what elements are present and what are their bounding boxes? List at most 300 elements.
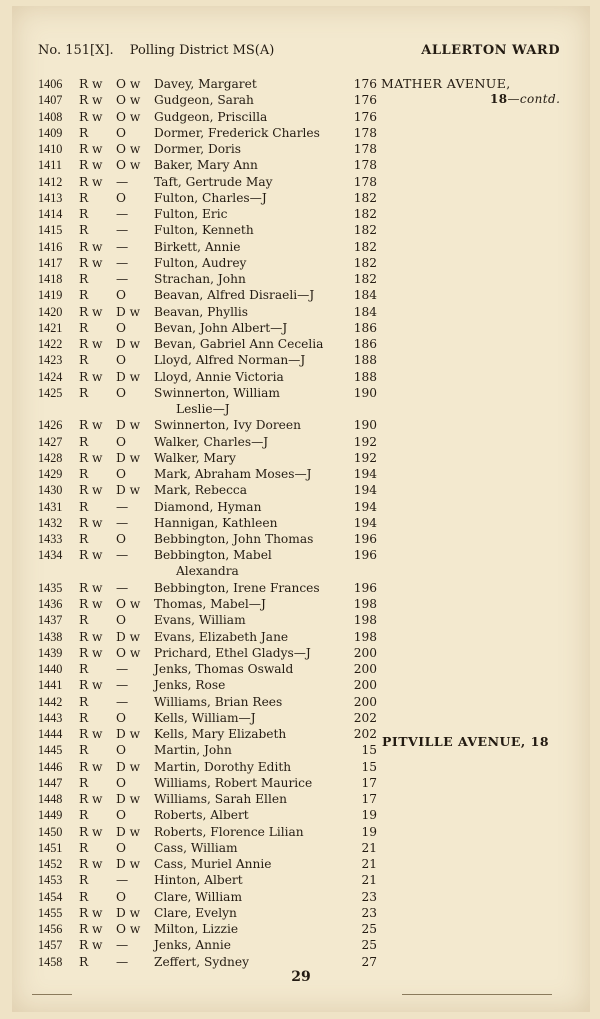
elector-number: 1429 — [38, 467, 63, 481]
house-number: 198 — [353, 597, 377, 611]
residence-qualification: R w — [79, 369, 103, 384]
elector-number: 1436 — [38, 597, 63, 611]
occupation-qualification: — — [116, 954, 129, 969]
elector-number: 1446 — [38, 759, 63, 774]
occupation-qualification: D w — [116, 905, 141, 920]
elector-row — [12, 645, 590, 661]
elector-name — [154, 759, 354, 775]
elector-name-line: Hannigan, Kathleen — [154, 515, 278, 530]
elector-row — [12, 255, 590, 271]
elector-name-line: Prichard, Ethel Gladys—J — [154, 645, 311, 660]
occupation-qualification: O — [116, 710, 126, 725]
residence-qualification: R — [79, 775, 89, 790]
elector-name-line: Cass, Muriel Annie — [154, 857, 272, 871]
elector-name — [154, 482, 354, 498]
elector-number: 1415 — [38, 223, 63, 238]
polling-district: Polling District MS(A) — [129, 43, 275, 58]
elector-name — [154, 385, 354, 417]
elector-name-line: Taft, Gertrude May — [154, 174, 273, 189]
occupation-qualification: O — [116, 320, 126, 335]
residence-qualification: R — [79, 743, 89, 758]
elector-name-line: Strachan, John — [154, 272, 246, 286]
residence-qualification: R — [79, 532, 89, 546]
elector-number: 1419 — [38, 288, 63, 303]
elector-row — [12, 824, 590, 840]
residence-qualification: R — [79, 889, 89, 904]
occupation-qualification: O — [116, 434, 126, 449]
elector-name-line: Cass, William — [154, 840, 238, 855]
elector-name-line: Kells, Mary Elizabeth — [154, 727, 287, 741]
occupation-qualification: D w — [116, 727, 141, 741]
street-continued-label: —contd. — [507, 92, 561, 106]
elector-name — [154, 157, 354, 173]
elector-number: 1438 — [38, 629, 63, 644]
elector-name-line: Dormer, Doris — [154, 142, 242, 156]
occupation-qualification: — — [116, 580, 129, 595]
house-number: 186 — [353, 337, 377, 351]
elector-name — [154, 954, 354, 970]
elector-row — [12, 369, 590, 385]
elector-name — [154, 466, 354, 482]
elector-number: 1427 — [38, 434, 63, 449]
elector-name-line: Bebbington, Irene Frances — [154, 580, 320, 595]
occupation-qualification: O — [116, 190, 126, 205]
elector-name-line: Clare, Evelyn — [154, 905, 237, 920]
elector-row — [12, 271, 590, 287]
elector-row — [12, 352, 590, 368]
house-number: 192 — [353, 450, 377, 465]
residence-qualification: R — [79, 223, 89, 238]
elector-name — [154, 645, 354, 661]
house-number: 176 — [353, 77, 377, 91]
elector-row — [12, 726, 590, 742]
elector-name — [154, 547, 354, 579]
elector-name — [154, 369, 354, 385]
occupation-qualification: — — [116, 678, 129, 693]
elector-name — [154, 125, 354, 141]
elector-name — [154, 222, 354, 238]
elector-number: 1445 — [38, 743, 63, 758]
occupation-qualification: D w — [116, 450, 141, 465]
elector-number: 1416 — [38, 239, 63, 254]
elector-name — [154, 791, 354, 807]
elector-name — [154, 661, 354, 677]
elector-number: 1426 — [38, 418, 63, 433]
occupation-qualification: O w — [116, 142, 141, 156]
house-number: 176 — [353, 93, 377, 108]
elector-row — [12, 661, 590, 677]
residence-qualification: R w — [79, 255, 103, 270]
elector-name — [154, 352, 354, 368]
occupation-qualification: O — [116, 743, 126, 758]
elector-number: 1418 — [38, 272, 63, 286]
elector-name — [154, 937, 354, 953]
elector-name — [154, 629, 354, 645]
elector-row — [12, 174, 590, 190]
elector-name-line: Williams, Sarah Ellen — [154, 792, 287, 806]
elector-row — [12, 385, 590, 418]
occupation-qualification: O — [116, 889, 126, 904]
residence-qualification: R — [79, 288, 89, 303]
elector-number: 1424 — [38, 369, 63, 384]
elector-row — [12, 905, 590, 921]
occupation-qualification: O w — [116, 158, 141, 173]
elector-name — [154, 76, 354, 92]
elector-name-line: Bebbington, John Thomas — [154, 532, 314, 546]
occupation-qualification: D w — [116, 337, 141, 351]
residence-qualification: R w — [79, 93, 103, 108]
house-number: 200 — [353, 662, 377, 676]
elector-name-line: Walker, Mary — [154, 450, 236, 465]
elector-name — [154, 190, 354, 206]
house-number: 184 — [353, 288, 377, 303]
house-number: 178 — [353, 174, 377, 189]
elector-name — [154, 304, 354, 320]
register-number: No. 151[X]. — [38, 43, 114, 58]
elector-row — [12, 466, 590, 482]
elector-name — [154, 336, 354, 352]
elector-number: 1410 — [38, 142, 63, 156]
elector-name-line: Gudgeon, Priscilla — [154, 109, 268, 124]
occupation-qualification: — — [116, 499, 129, 514]
residence-qualification: R w — [79, 450, 103, 465]
occupation-qualification: D w — [116, 418, 141, 433]
elector-number: 1408 — [38, 109, 63, 124]
elector-name — [154, 694, 354, 710]
elector-row — [12, 76, 590, 92]
elector-number: 1456 — [38, 922, 63, 936]
elector-name — [154, 612, 354, 628]
elector-list — [12, 76, 590, 970]
elector-number: 1435 — [38, 580, 63, 595]
elector-name-line: Walker, Charles—J — [154, 434, 269, 449]
residence-qualification: R w — [79, 792, 103, 806]
elector-name — [154, 531, 354, 547]
occupation-qualification: D w — [116, 857, 141, 871]
elector-row — [12, 710, 590, 726]
house-number: 182 — [353, 239, 377, 254]
house-number: 196 — [353, 548, 377, 563]
elector-name-line: Gudgeon, Sarah — [154, 93, 254, 108]
residence-qualification: R — [79, 125, 89, 140]
elector-number: 1457 — [38, 938, 63, 953]
elector-row — [12, 125, 590, 141]
elector-row — [12, 287, 590, 303]
elector-name-line: Jenks, Rose — [154, 678, 226, 693]
occupation-qualification: D w — [116, 824, 141, 839]
residence-qualification: R w — [79, 515, 103, 530]
header-left — [38, 43, 274, 58]
elector-number: 1414 — [38, 207, 63, 221]
residence-qualification: R — [79, 710, 89, 725]
residence-qualification: R w — [79, 304, 103, 319]
occupation-qualification: O — [116, 613, 126, 628]
elector-row — [12, 677, 590, 693]
elector-name-line: Fulton, Eric — [154, 207, 228, 221]
elector-row — [12, 531, 590, 547]
elector-row — [12, 320, 590, 336]
house-number: 186 — [353, 320, 377, 335]
elector-name — [154, 905, 354, 921]
elector-name-line: Fulton, Kenneth — [154, 223, 254, 238]
elector-name — [154, 287, 354, 303]
elector-name — [154, 840, 354, 856]
elector-number: 1437 — [38, 613, 63, 628]
elector-name-line: Evans, Elizabeth Jane — [154, 629, 289, 644]
residence-qualification: R — [79, 434, 89, 449]
residence-qualification: R w — [79, 174, 103, 189]
elector-name-line: Beavan, Phyllis — [154, 304, 249, 319]
ward-name: ALLERTON WARD — [421, 43, 560, 58]
elector-number: 1454 — [38, 889, 63, 904]
elector-row — [12, 434, 590, 450]
elector-name — [154, 499, 354, 515]
elector-name — [154, 677, 354, 693]
occupation-qualification: O — [116, 840, 126, 855]
elector-number: 1444 — [38, 727, 63, 741]
elector-number: 1441 — [38, 678, 63, 693]
house-number: 188 — [353, 369, 377, 384]
elector-name-line: Kells, William—J — [154, 710, 256, 725]
elector-name-line: Baker, Mary Ann — [154, 158, 258, 173]
occupation-qualification: O w — [116, 597, 141, 611]
occupation-qualification: — — [116, 207, 129, 221]
house-number: 184 — [353, 304, 377, 319]
elector-name — [154, 775, 354, 791]
residence-qualification: R w — [79, 824, 103, 839]
elector-name — [154, 742, 354, 758]
house-number: 21 — [361, 873, 377, 888]
elector-number: 1447 — [38, 775, 63, 790]
residence-qualification: R w — [79, 483, 103, 498]
house-number: 190 — [353, 385, 377, 400]
elector-row — [12, 304, 590, 320]
elector-name-line: Milton, Lizzie — [154, 922, 239, 936]
residence-qualification: R w — [79, 109, 103, 124]
elector-row — [12, 775, 590, 791]
page-header — [38, 43, 560, 61]
elector-row — [12, 515, 590, 531]
occupation-qualification: — — [116, 223, 129, 238]
occupation-qualification: D w — [116, 304, 141, 319]
residence-qualification: R — [79, 190, 89, 205]
elector-name — [154, 434, 354, 450]
residence-qualification: R — [79, 808, 89, 823]
occupation-qualification: — — [116, 174, 129, 189]
elector-number: 1432 — [38, 515, 63, 530]
occupation-qualification: — — [116, 239, 129, 254]
house-number: 202 — [353, 727, 377, 741]
occupation-qualification: D w — [116, 369, 141, 384]
elector-name — [154, 807, 354, 823]
elector-name — [154, 271, 354, 287]
elector-name-line: Fulton, Audrey — [154, 255, 247, 270]
elector-row — [12, 759, 590, 775]
house-number: 182 — [353, 190, 377, 205]
elector-row — [12, 872, 590, 888]
elector-name — [154, 320, 354, 336]
residence-qualification: R — [79, 207, 89, 221]
elector-name — [154, 596, 354, 612]
elector-name — [154, 872, 354, 888]
elector-row — [12, 612, 590, 628]
elector-name-continuation: Alexandra — [176, 564, 239, 579]
elector-row — [12, 109, 590, 125]
elector-number: 1452 — [38, 857, 63, 871]
residence-qualification: R — [79, 385, 89, 400]
residence-qualification: R — [79, 499, 89, 514]
residence-qualification: R w — [79, 727, 103, 741]
residence-qualification: R w — [79, 938, 103, 953]
elector-name — [154, 710, 354, 726]
occupation-qualification: — — [116, 548, 129, 563]
elector-row — [12, 222, 590, 238]
residence-qualification: R — [79, 873, 89, 888]
elector-name-line: Fulton, Charles—J — [154, 190, 267, 205]
residence-qualification: R w — [79, 905, 103, 920]
elector-row — [12, 239, 590, 255]
elector-name-line: Mark, Rebecca — [154, 483, 248, 498]
elector-name — [154, 174, 354, 190]
elector-name — [154, 206, 354, 222]
residence-qualification: R — [79, 272, 89, 286]
elector-number: 1458 — [38, 954, 63, 969]
occupation-qualification: O w — [116, 93, 141, 108]
elector-name-line: Bebbington, Mabel — [154, 548, 272, 563]
elector-number: 1409 — [38, 125, 63, 140]
elector-number: 1449 — [38, 808, 63, 823]
elector-name — [154, 239, 354, 255]
elector-row — [12, 450, 590, 466]
occupation-qualification: O w — [116, 922, 141, 936]
elector-row — [12, 889, 590, 905]
residence-qualification: R w — [79, 645, 103, 660]
elector-name-line: Bevan, John Albert—J — [154, 320, 288, 335]
house-number: 194 — [353, 515, 377, 530]
house-number: 23 — [361, 905, 377, 920]
elector-number: 1423 — [38, 353, 63, 368]
elector-number: 1407 — [38, 93, 63, 108]
elector-row — [12, 856, 590, 872]
elector-name-line: Beavan, Alfred Disraeli—J — [154, 288, 315, 303]
elector-number: 1433 — [38, 532, 63, 546]
residence-qualification: R w — [79, 239, 103, 254]
house-number: 202 — [353, 710, 377, 725]
elector-number: 1413 — [38, 190, 63, 205]
house-number: 194 — [353, 467, 377, 481]
elector-row — [12, 921, 590, 937]
house-number: 192 — [353, 434, 377, 449]
elector-number: 1428 — [38, 450, 63, 465]
occupation-qualification: O — [116, 353, 126, 368]
elector-row — [12, 742, 590, 758]
street-heading: MATHER AVENUE, — [381, 76, 511, 91]
elector-name-line: Martin, Dorothy Edith — [154, 759, 292, 774]
elector-name — [154, 824, 354, 840]
elector-name-line: Lloyd, Annie Victoria — [154, 369, 284, 384]
house-number: 182 — [353, 255, 377, 270]
elector-row — [12, 937, 590, 953]
elector-row — [12, 629, 590, 645]
house-number: 196 — [353, 580, 377, 595]
elector-row — [12, 547, 590, 580]
elector-row — [12, 92, 590, 108]
house-number: 21 — [361, 840, 377, 855]
residence-qualification: R — [79, 613, 89, 628]
house-number: 178 — [353, 158, 377, 173]
house-number: 176 — [353, 109, 377, 124]
house-number: 15 — [361, 743, 377, 758]
residence-qualification: R w — [79, 922, 103, 936]
residence-qualification: R — [79, 694, 89, 709]
elector-number: 1439 — [38, 645, 63, 660]
elector-name-line: Roberts, Florence Lilian — [154, 824, 304, 839]
elector-name-line: Davey, Margaret — [154, 77, 257, 91]
register-page — [12, 6, 590, 1012]
elector-number: 1412 — [38, 174, 63, 189]
residence-qualification: R — [79, 662, 89, 676]
elector-name-line: Martin, John — [154, 743, 232, 758]
residence-qualification: R — [79, 353, 89, 368]
elector-name-line: Bevan, Gabriel Ann Cecelia — [154, 337, 324, 351]
elector-name-line: Evans, William — [154, 613, 246, 628]
elector-number: 1442 — [38, 694, 63, 709]
occupation-qualification: O — [116, 125, 126, 140]
house-number: 200 — [353, 645, 377, 660]
house-number: 23 — [361, 889, 377, 904]
elector-row — [12, 580, 590, 596]
house-number: 182 — [353, 223, 377, 238]
elector-name-line: Jenks, Thomas Oswald — [154, 662, 294, 676]
elector-name — [154, 450, 354, 466]
residence-qualification: R w — [79, 142, 103, 156]
house-number: 200 — [353, 678, 377, 693]
elector-name — [154, 109, 354, 125]
elector-row — [12, 596, 590, 612]
elector-row — [12, 840, 590, 856]
occupation-qualification: O — [116, 532, 126, 546]
house-number: 198 — [353, 613, 377, 628]
residence-qualification: R w — [79, 857, 103, 871]
occupation-qualification: — — [116, 694, 129, 709]
elector-name-line: Clare, William — [154, 889, 243, 904]
elector-name-line: Williams, Brian Rees — [154, 694, 283, 709]
elector-name — [154, 856, 354, 872]
elector-number: 1431 — [38, 499, 63, 514]
house-number: 200 — [353, 694, 377, 709]
occupation-qualification: — — [116, 873, 129, 888]
elector-name-line: Swinnerton, William — [154, 385, 280, 400]
residence-qualification: R w — [79, 418, 103, 433]
residence-qualification: R w — [79, 629, 103, 644]
occupation-qualification: D w — [116, 483, 141, 498]
residence-qualification: R w — [79, 158, 103, 173]
elector-name-line: Jenks, Annie — [154, 938, 231, 953]
elector-name-line: Hinton, Albert — [154, 873, 243, 888]
elector-row — [12, 336, 590, 352]
elector-number: 1430 — [38, 483, 63, 498]
elector-name-continuation: Leslie—J — [176, 401, 230, 416]
elector-row — [12, 206, 590, 222]
elector-row — [12, 141, 590, 157]
elector-number: 1453 — [38, 873, 63, 888]
house-number: 19 — [361, 824, 377, 839]
elector-row — [12, 954, 590, 970]
occupation-qualification: O — [116, 288, 126, 303]
house-number: 190 — [353, 418, 377, 433]
house-number: 182 — [353, 272, 377, 286]
occupation-qualification: D w — [116, 759, 141, 774]
